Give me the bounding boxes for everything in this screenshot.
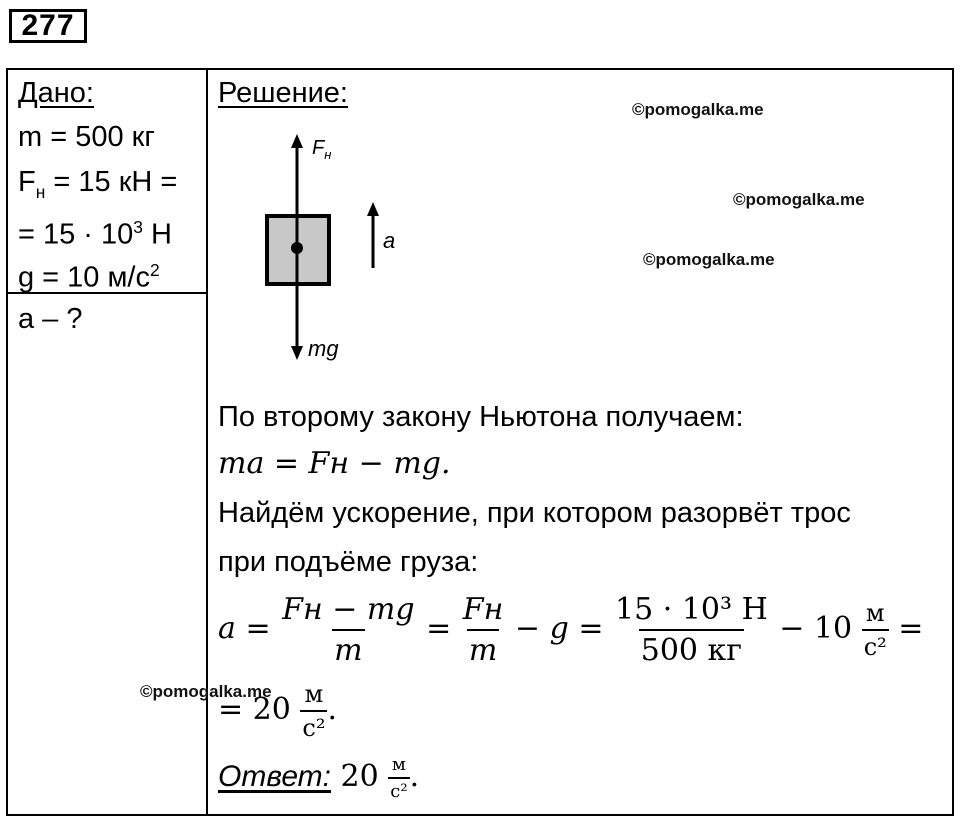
tension-label: $F_н$ (312, 137, 332, 162)
watermark: ©pomogalka.me (140, 682, 272, 701)
acceleration-result: = 20 $\frac{м}{\text{с²}}$ . (218, 680, 338, 742)
center-of-mass-dot (291, 242, 303, 254)
watermark: ©pomogalka.me (632, 100, 764, 119)
answer-label: Ответ: (218, 760, 331, 793)
newton-law-text: По второму закону Ньютона получаем: (218, 401, 744, 433)
given-force: $F_н = 15$ кН = (18, 166, 178, 202)
answer-line: Ответ: 20 $\frac{м}{\text{с²}}$ . (218, 754, 420, 802)
gravity-arrowhead (291, 346, 303, 360)
find-acceleration-text-cont: при подъёме груза: (218, 546, 479, 578)
given-heading: Дано: (18, 77, 94, 109)
given-gravity: g = 10 $м/с^2$ (18, 260, 160, 294)
answer-unit: $\frac{м}{\text{с²}}$ (390, 754, 408, 802)
acceleration-label: a (383, 228, 396, 253)
acceleration-arrowhead (367, 202, 379, 216)
find-acceleration-text: Найдём ускорение, при котором разорвёт трос (218, 497, 851, 529)
column-divider (206, 68, 208, 816)
answer-value: 20 (340, 759, 379, 794)
problem-number: 277 (9, 9, 87, 43)
solution-heading: Решение: (218, 77, 348, 109)
find-quantity: a – ? (18, 303, 83, 335)
acceleration-formula: a = $\frac{Fн - mg}{m}$ = $\frac{Fн}{m}$ − g = $\frac{\text{15 · 10³ Н}}{500 кг}$ − 10 $\frac{м}{\text{с²}}$ = (218, 592, 924, 668)
given-mass: m = 500 кг (18, 121, 155, 153)
watermark: ©pomogalka.me (643, 250, 775, 269)
gravity-label: mg (308, 336, 339, 361)
given-force-conversion: = $15 \cdot 10^3$ Н (18, 217, 172, 251)
watermark: ©pomogalka.me (733, 190, 865, 209)
tension-arrowhead (291, 134, 303, 148)
newton-equation: ma = Fн − mg. (218, 446, 451, 481)
